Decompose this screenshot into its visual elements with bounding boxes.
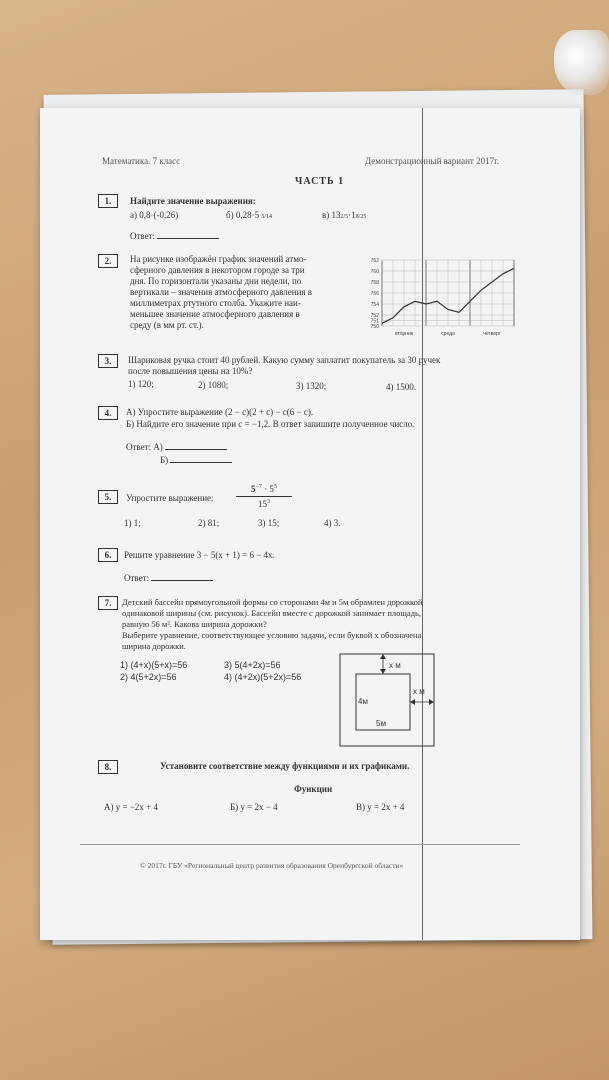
task-2-number: 2. bbox=[98, 254, 118, 268]
function-a: А) y = −2x + 4 bbox=[104, 802, 158, 812]
chart-y-tick-label: 760 bbox=[370, 269, 379, 275]
chart-y-tick-label: 750 bbox=[370, 324, 379, 330]
task-3-option-4: 4) 1500. bbox=[386, 382, 416, 392]
task-7-option-4: 4) (4+2x)(5+2x)=56 bbox=[224, 672, 302, 682]
function-c: В) y = 2x + 4 bbox=[356, 802, 405, 812]
chart-y-tick-label: 762 bbox=[370, 258, 379, 264]
task-3-line1: Шариковая ручка стоит 40 рублей. Какую сумму заплатит покупатель за 30 ручек bbox=[128, 355, 441, 365]
task-7-number: 7. bbox=[98, 596, 118, 610]
task-5-option-1: 1) 1; bbox=[124, 518, 141, 528]
side-4-label: 4м bbox=[358, 697, 368, 706]
task-5-text: Упростите выражение: bbox=[126, 493, 214, 503]
arrow-right-icon bbox=[429, 699, 434, 705]
arrow-down-icon bbox=[380, 669, 386, 674]
task-6-text: Решите уравнение 3 − 5(x + 1) = 6 − 4x. bbox=[124, 550, 275, 560]
task-5-option-4: 4) 3. bbox=[324, 518, 341, 528]
chart-x-tick-label: четверг bbox=[483, 331, 501, 337]
task-1-answer: Ответ: bbox=[130, 230, 219, 242]
task-7-option-1: 1) (4+x)(5+x)=56 bbox=[120, 660, 188, 670]
task-8-text: Установите соответствие между функциями и их графиками. bbox=[160, 761, 410, 771]
task-8-subtitle: Функции bbox=[294, 784, 333, 794]
task-1-number: 1. bbox=[98, 194, 118, 208]
chart-y-tick-label: 756 bbox=[370, 291, 379, 297]
part-title: ЧАСТЬ 1 bbox=[295, 176, 345, 187]
task-4-answer-b: Б) bbox=[160, 454, 232, 466]
task-6-answer: Ответ: bbox=[124, 572, 213, 584]
task-3-number: 3. bbox=[98, 354, 118, 368]
arrow-up-icon bbox=[380, 654, 386, 659]
task-5-fraction: $5^{-7} \cdot 5^5$ $15^3$ bbox=[236, 482, 292, 510]
footer: © 2017г. ГБУ «Региональный центр развития образования Оренбургской области» bbox=[140, 861, 404, 870]
task-4-line1: А) Упростите выражение (2 − c)(2 + c) − c(6 − c). bbox=[126, 407, 314, 417]
task-5-option-3: 3) 15; bbox=[258, 518, 280, 528]
pool-figure bbox=[338, 652, 436, 748]
footer-rule bbox=[80, 844, 520, 845]
function-b: Б) y = 2x − 4 bbox=[230, 802, 278, 812]
chart-y-tick-label: 752 bbox=[370, 313, 379, 319]
subject-header: Математика. 7 класс bbox=[102, 156, 181, 166]
task-1-title: Найдите значение выражения: bbox=[130, 196, 256, 206]
task-5-number: 5. bbox=[98, 490, 118, 504]
chart-x-tick-label: среда bbox=[441, 331, 455, 337]
task-4-number: 4. bbox=[98, 406, 118, 420]
task-2-text: На рисунке изображён график значений атмо- сферного давления в некотором городе за три дня. По горизонтали указаны дни недели, по вертикали – значения атмосферного давления в миллиметрах ртутного столба. Укажите наи- меньшее значение атмосферного давления в среду (в мм рт. ст.). bbox=[130, 254, 313, 330]
task-7-option-3: 3) 5(4+2x)=56 bbox=[224, 660, 281, 670]
side-5-label: 5м bbox=[376, 719, 386, 728]
task-3-option-3: 3) 1320; bbox=[296, 381, 327, 391]
x-right-label: x м bbox=[413, 687, 425, 696]
fold-line bbox=[422, 108, 423, 940]
variant-header: Демонстрационный вариант 2017г. bbox=[365, 156, 500, 166]
x-top-label: x м bbox=[389, 661, 401, 670]
task-3-option-1: 1) 120; bbox=[128, 379, 154, 389]
task-4-line2: Б) Найдите его значение при c = −1,2. В ответ запишите полученное число. bbox=[126, 419, 415, 429]
pressure-chart bbox=[358, 256, 518, 340]
chart-x-tick-label: вторник bbox=[394, 331, 414, 337]
chart-y-tick-label: 754 bbox=[370, 302, 379, 308]
task-3-line2: после повышения цены на 10%? bbox=[128, 366, 253, 376]
task-6-number: 6. bbox=[98, 548, 118, 562]
task-5-option-2: 2) 81; bbox=[198, 518, 220, 528]
task-1-b: б) 0,28·5 5/14 bbox=[226, 210, 272, 220]
task-7-text: Детский бассейн прямоугольной формы со сторонами 4м и 5м обрамлен дорожкой одинаковой ширины (см. рисунок). Бассейн вместе с дорожкой занимает площадь, равную 56 м². Какова ширина дорожки? Выберите уравнение, соответствующее условию задачи, если буквой x обозначена ширина дорожки. bbox=[122, 597, 423, 651]
task-4-answer-label: Ответ: А) bbox=[126, 441, 227, 453]
exam-page bbox=[40, 108, 580, 940]
plastic-wrap bbox=[554, 30, 609, 95]
task-7-option-2: 2) 4(5+2x)=56 bbox=[120, 672, 177, 682]
task-1-c: в) 132/5·18/25 bbox=[322, 210, 367, 220]
chart-y-tick-label: 758 bbox=[370, 280, 379, 286]
pool-outer-rect bbox=[340, 654, 434, 746]
task-1-a: а) 0,8·(-0,26) bbox=[130, 210, 179, 220]
chart-y-tick-label: 751 bbox=[370, 318, 379, 325]
arrow-left-icon bbox=[410, 699, 415, 705]
task-3-option-2: 2) 1080; bbox=[198, 380, 229, 390]
task-8-number: 8. bbox=[98, 760, 118, 774]
